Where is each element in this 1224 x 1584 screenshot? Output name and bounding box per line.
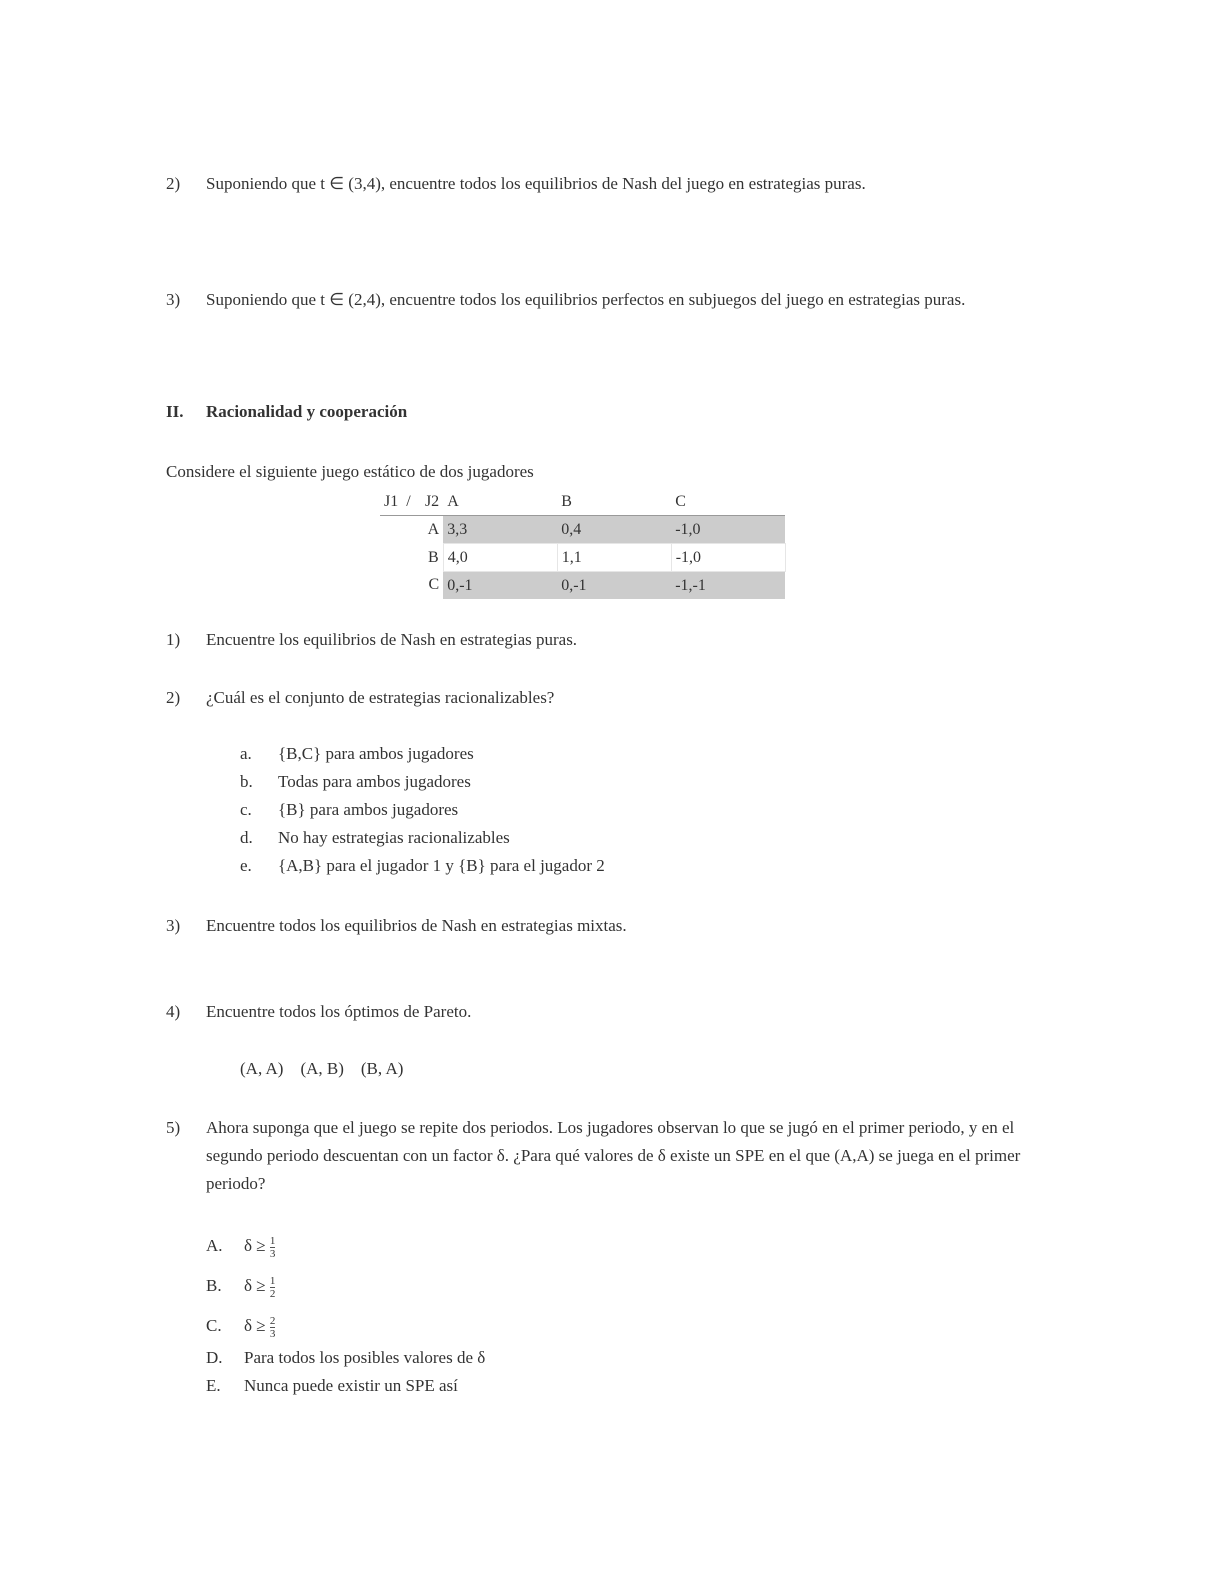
numerator: 1 — [269, 1274, 276, 1287]
payoff-cell: -1,-1 — [671, 572, 785, 600]
option-d — [240, 824, 510, 852]
column-header: C — [671, 488, 785, 516]
denominator: 3 — [269, 1247, 276, 1260]
payoff-cell: 0,4 — [557, 516, 671, 544]
question-number: 5) — [166, 1118, 181, 1137]
option-text: {A,B} para el jugador 1 y {B} para el jugador 2 — [278, 856, 605, 875]
question-3 — [166, 912, 1036, 940]
question-number: 1) — [166, 630, 181, 649]
option-c — [206, 1312, 275, 1340]
question-1 — [166, 626, 1036, 654]
option-text: Para todos los posibles valores de δ — [244, 1348, 486, 1367]
question-number: 4) — [166, 1002, 181, 1021]
question-text: Suponiendo que t ∈ (3,4), encuentre todos los equilibrios de Nash del juego en estrategias puras. — [206, 174, 866, 193]
pareto-answer: (A, A) (A, B) (B, A) — [240, 1059, 404, 1078]
numerator: 2 — [269, 1314, 276, 1327]
option-e — [240, 852, 605, 880]
payoff-matrix — [380, 488, 786, 599]
denominator: 2 — [269, 1287, 276, 1300]
option-text: δ ≥ — [244, 1236, 266, 1255]
corner-label: J1 — [380, 488, 402, 516]
option-e — [206, 1372, 458, 1400]
payoff-cell: 4,0 — [443, 544, 557, 572]
question-prev-3 — [166, 286, 1036, 314]
payoff-cell: 1,1 — [557, 544, 671, 572]
question-text: Ahora suponga que el juego se repite dos periodos. Los jugadores observan lo que se jugó en el primer periodo, y en el segundo periodo descuentan con un factor δ. ¿Para qué valores de δ existe un SPE en el que (A,A) se juega en el primer periodo? — [206, 1118, 1021, 1193]
numerator: 1 — [269, 1234, 276, 1247]
option-text: {B,C} para ambos jugadores — [278, 744, 474, 763]
column-header: A — [443, 488, 557, 516]
option-letter: E. — [206, 1376, 221, 1395]
fraction — [270, 1275, 276, 1300]
option-a — [206, 1232, 275, 1260]
option-letter: D. — [206, 1348, 223, 1367]
corner-label: / — [402, 488, 414, 516]
question-text: Encuentre todos los equilibrios de Nash en estrategias mixtas. — [206, 916, 627, 935]
option-d — [206, 1344, 485, 1372]
question-prev-2 — [166, 170, 1036, 198]
option-text: No hay estrategias racionalizables — [278, 828, 510, 847]
question-number: 2) — [166, 174, 181, 193]
option-text: {B} para ambos jugadores — [278, 800, 459, 819]
option-text: Nunca puede existir un SPE así — [244, 1376, 458, 1395]
question-number: 3) — [166, 916, 181, 935]
table-row — [380, 544, 785, 572]
question-text: Encuentre los equilibrios de Nash en estrategias puras. — [206, 630, 578, 649]
table-row — [380, 516, 785, 544]
option-b — [206, 1272, 275, 1300]
question-4 — [166, 998, 1036, 1026]
question-2 — [166, 684, 1036, 712]
option-letter: e. — [240, 856, 252, 875]
option-text: δ ≥ — [244, 1276, 266, 1295]
option-letter: d. — [240, 828, 253, 847]
option-letter: c. — [240, 800, 252, 819]
option-letter: b. — [240, 772, 253, 791]
section-title: Racionalidad y cooperación — [206, 402, 408, 421]
row-label: B — [428, 548, 439, 566]
corner-label: J2 — [415, 488, 444, 516]
row-label: C — [428, 576, 440, 594]
option-c — [240, 796, 458, 824]
question-5 — [166, 1114, 1036, 1198]
intro-text — [166, 458, 1036, 486]
row-label: A — [427, 520, 440, 538]
section-number: II. — [166, 402, 184, 421]
question-text: ¿Cuál es el conjunto de estrategias racionalizables? — [206, 688, 555, 707]
payoff-cell: -1,0 — [671, 516, 785, 544]
payoff-cell: -1,0 — [671, 544, 785, 572]
option-letter: a. — [240, 744, 252, 763]
fraction — [270, 1235, 276, 1260]
payoff-cell: 0,-1 — [557, 572, 671, 600]
fraction — [270, 1315, 276, 1340]
option-letter: A. — [206, 1236, 223, 1255]
denominator: 3 — [269, 1327, 276, 1340]
intro-sentence: Considere el siguiente juego estático de dos jugadores — [166, 462, 534, 481]
question-text: Suponiendo que t ∈ (2,4), encuentre todos los equilibrios perfectos en subjuegos del juego en estrategias puras. — [206, 290, 966, 309]
section-heading — [166, 398, 1036, 426]
option-letter: C. — [206, 1316, 222, 1335]
table-row — [380, 572, 785, 600]
option-a — [240, 740, 474, 768]
question-number: 2) — [166, 688, 181, 707]
option-b — [240, 768, 471, 796]
column-header: B — [557, 488, 671, 516]
payoff-cell: 3,3 — [443, 516, 557, 544]
option-text: Todas para ambos jugadores — [278, 772, 471, 791]
option-letter: B. — [206, 1276, 222, 1295]
question-text: Encuentre todos los óptimos de Pareto. — [206, 1002, 472, 1021]
payoff-cell: 0,-1 — [443, 572, 557, 600]
option-text: δ ≥ — [244, 1316, 266, 1335]
question-number: 3) — [166, 290, 181, 309]
